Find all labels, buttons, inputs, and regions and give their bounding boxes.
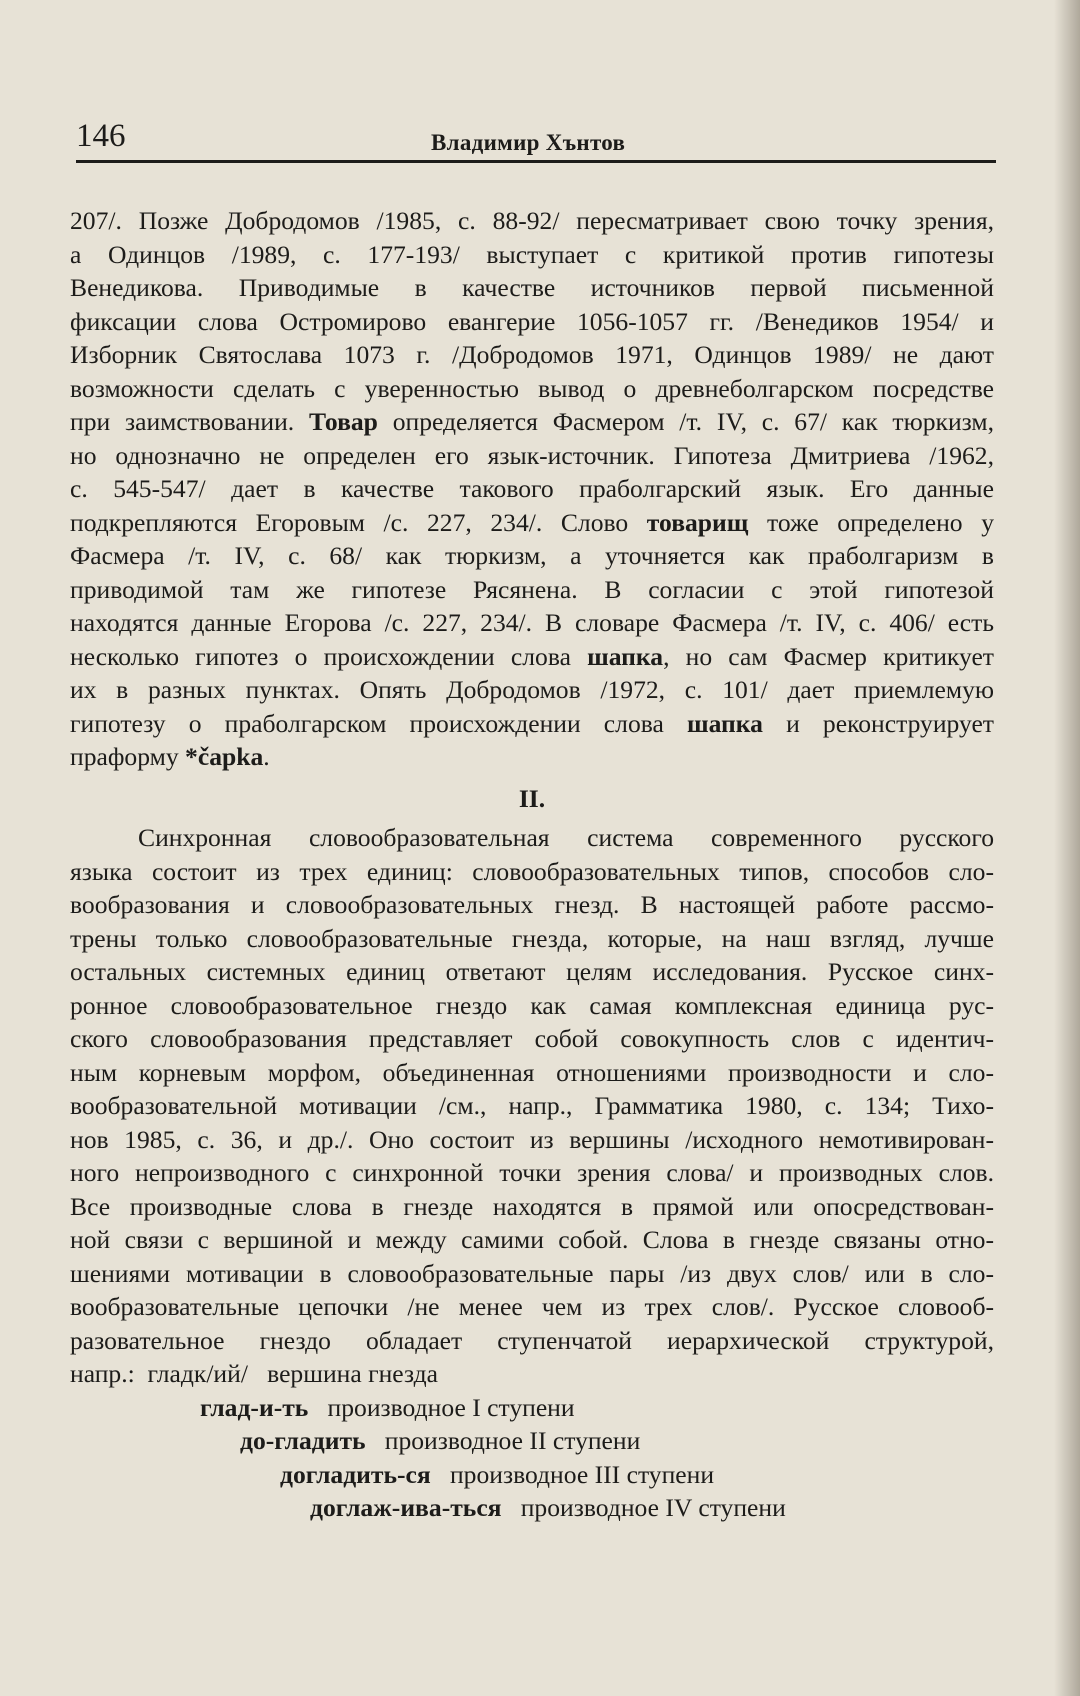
- text-line: ронное словообразовательное гнездо как самая комплексная единица рус-: [70, 990, 994, 1020]
- word-stem: догладить-: [280, 1459, 406, 1489]
- text-line: с. 545-547/ дает в качестве такового праболгарский язык. Его данные: [70, 474, 994, 503]
- word-stem: гладк/ий/: [147, 1359, 248, 1388]
- text-line: нов 1985, с. 36, и др./. Оно состоит из вершины /исходного немотивирован-: [70, 1124, 994, 1154]
- example-row: [70, 1357, 994, 1391]
- text-segment: праформу: [70, 742, 186, 771]
- text-line: а Одинцов /1989, с. 177-193/ выступает с критикой против гипотезы: [70, 239, 994, 269]
- example-row: [70, 1424, 994, 1458]
- example-row: [70, 1391, 994, 1425]
- example-entry: [70, 1357, 438, 1391]
- text-line: находятся данные Егорова /с. 227, 234/. В словаре Фасмера /т. IV, с. 406/ есть: [70, 608, 994, 637]
- word-formation-example: [70, 1357, 994, 1525]
- text-segment: при заимствовании.: [70, 407, 309, 436]
- text-segment: и реконструирует: [762, 708, 994, 738]
- text-segment: , но сам Фасмер критикует: [663, 641, 994, 671]
- derivation-level: вершина гнезда: [267, 1359, 438, 1388]
- derivation-level: производное IV ступени: [520, 1493, 786, 1522]
- header-rule: [76, 160, 996, 163]
- page-header: [76, 112, 996, 164]
- page-number: 146: [76, 118, 126, 154]
- text-segment: определяется Фасмером /т. IV, с. 67/ как тюркизм,: [377, 407, 994, 436]
- text-line: [70, 405, 994, 439]
- example-row: [70, 1458, 994, 1492]
- section-heading: II.: [518, 783, 546, 813]
- text-line: вообразовательные цепочки /не менее чем из трех слов/. Русское словооб-: [70, 1292, 994, 1321]
- emphasized-word: шапка: [587, 641, 664, 671]
- page-body: [70, 204, 994, 1525]
- text-line: вообразовательной мотивации /см., напр., Грамматика 1980, с. 134; Тихо-: [70, 1091, 994, 1120]
- text-line: возможности сделать с уверенностью вывод о древнеболгарском посредстве: [70, 373, 994, 403]
- emphasized-word: Товар: [308, 407, 378, 436]
- text-line: языка состоит из трех единиц: словообразовательных типов, способов сло-: [70, 856, 994, 886]
- text-line: но однозначно не определен его язык-источник. Гипотеза Дмитриева /1962,: [70, 440, 994, 470]
- example-entry: [280, 1458, 714, 1492]
- emphasized-word: *čapka: [185, 742, 264, 771]
- example-lead: напр.:: [70, 1359, 135, 1388]
- word-stem: глад-: [200, 1392, 259, 1422]
- text-line: вообразования и словообразовательных гнезд. В настоящей работе рассмо-: [70, 890, 994, 919]
- derivation-level: производное III ступени: [449, 1459, 715, 1489]
- word-stem: до: [240, 1426, 266, 1455]
- text-line: приводимой там же гипотезе Рясянена. В согласии с этой гипотезой: [70, 574, 994, 604]
- page-edge-shadow: [1054, 0, 1080, 1696]
- example-entry: [310, 1491, 786, 1525]
- text-line: [70, 740, 994, 774]
- paragraph-2: [70, 821, 994, 1357]
- derived-word: [240, 1426, 366, 1455]
- text-line: трены только словообразовательные гнезда, которые, на наш взгляд, лучше: [70, 923, 994, 953]
- running-title: Владимир Хънтов: [431, 130, 626, 155]
- word-tail: -гладить: [265, 1426, 366, 1455]
- derived-word: [280, 1460, 431, 1489]
- word-tail: -ться: [441, 1493, 502, 1522]
- text-line: Фасмера /т. IV, с. 68/ как тюркизм, а уточняется как праболгаризм в: [70, 541, 994, 570]
- emphasized-word: шапка: [686, 708, 763, 738]
- text-line: шениями мотивации в словообразовательные пары /из двух слов/ или в сло-: [70, 1258, 994, 1288]
- word-stem: доглаж-: [310, 1493, 401, 1522]
- derivation-level: производное II ступени: [384, 1426, 641, 1455]
- text-line: ной связи с вершиной и между самими собой. Слова в гнезде связаны отно-: [70, 1225, 994, 1254]
- derivation-level: производное I ступени: [327, 1392, 575, 1422]
- word-affix: и: [258, 1392, 274, 1422]
- text-line: [70, 506, 994, 540]
- derived-word: [200, 1393, 308, 1422]
- text-line: Все производные слова в гнезде находятся в прямой или опосредствован-: [70, 1191, 994, 1221]
- paragraph-1: [70, 204, 994, 774]
- example-entry: [200, 1391, 575, 1425]
- text-line: разовательное гнездо обладает ступенчатой иерархической структурой,: [70, 1325, 994, 1355]
- text-line: [70, 707, 994, 741]
- text-line: ского словообразования представляет собой совокупность слов с идентич-: [70, 1024, 994, 1053]
- text-segment: подкрепляются Егоровым /с. 227, 234/. Слово: [70, 507, 647, 537]
- emphasized-word: товарищ: [646, 507, 749, 537]
- text-line: 207/. Позже Добродомов /1985, с. 88-92/ пересматривает свою точку зрения,: [70, 206, 994, 235]
- text-segment: .: [263, 742, 270, 771]
- word-affix: ива: [400, 1493, 442, 1522]
- text-line: [70, 640, 994, 674]
- text-line: остальных системных единиц ответают целям исследования. Русское синх-: [70, 957, 994, 986]
- text-line: фиксации слова Остромирово евангерие 1056-1057 гг. /Венедиков 1954/ и: [70, 306, 994, 336]
- text-segment: гипотезу о праболгарском происхождении слова: [70, 708, 687, 738]
- text-line: ного непроизводного с синхронной точки зрения слова/ и производных слов.: [70, 1158, 994, 1187]
- text-segment: тоже определено у: [748, 507, 994, 537]
- word-tail: -ть: [273, 1392, 309, 1422]
- text-line: Изборник Святослава 1073 г. /Добродомов 1971, Одинцов 1989/ не дают: [70, 340, 994, 369]
- text-segment: несколько гипотез о происхождении слова: [70, 641, 588, 671]
- word-affix: ся: [405, 1459, 431, 1489]
- example-entry: [240, 1424, 640, 1458]
- text-line: Венедикова. Приводимые в качестве источников первой письменной: [70, 273, 994, 302]
- text-line: их в разных пунктах. Опять Добродомов /1972, с. 101/ дает приемлемую: [70, 675, 994, 704]
- derived-word: [148, 1359, 248, 1388]
- text-line: ным корневым морфом, объединенная отношениями производности и сло-: [70, 1057, 994, 1087]
- text-line: Синхронная словообразовательная система современного русского: [138, 823, 994, 852]
- example-row: [70, 1491, 994, 1525]
- derived-word: [310, 1493, 502, 1522]
